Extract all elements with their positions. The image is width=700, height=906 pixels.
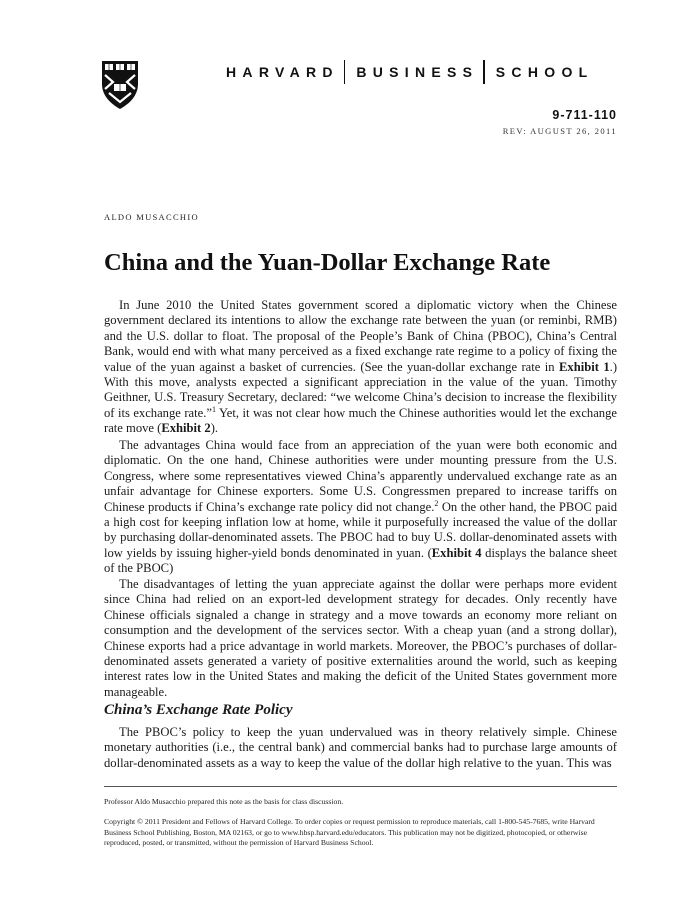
paragraph-text [104, 577, 617, 700]
paragraph-segment: Yet, it was not clear how much the Chinese authorities would let the exchange rate move ( [104, 405, 617, 436]
paragraph-2 [104, 438, 617, 577]
exhibit-reference: Exhibit 2 [161, 421, 211, 436]
school-wordmark [226, 61, 594, 83]
author-name: ALDO MUSACCHIO [104, 212, 199, 222]
harvard-shield-logo-icon [101, 60, 139, 110]
paragraph-segment: The advantages China would face from an appreciation of the yuan were both economic and diplomatic. On the one hand, Chinese authorities were under mounting pressure from the U.S. Congress, where some representatives viewed China’s apparently undervalued exchange rate as an unfair advantage for Chinese exporters. Some U.S. Congressmen prepared to increase tariffs on Chinese products if China’s exchange rate policy did not change. [104, 438, 617, 514]
wordmark-school: SCHOOL [495, 64, 594, 80]
paragraph-text [104, 438, 617, 577]
paragraph-3 [104, 577, 617, 700]
section-heading: China’s Exchange Rate Policy [104, 702, 293, 718]
wordmark-divider [483, 60, 485, 84]
document-title: China and the Yuan-Dollar Exchange Rate [104, 249, 551, 276]
paragraph-segment: The PBOC’s policy to keep the yuan undervalued was in theory relatively simple. Chinese monetary authorities (i.e., the central bank) and commercial banks had to purchase large amounts of dollar-denominated assets as a way to keep the value of the dollar high relative to the yuan. This was [104, 725, 617, 770]
paragraph-1 [104, 298, 617, 437]
paragraph-segment: In June 2010 the United States government scored a diplomatic victory when the Chinese government declared its intentions to allow the exchange rate between the yuan (or reminbi, RMB) and the U.S. dollar to float. The proposal of the People’s Bank of China (PBOC), China’s Central Bank, would end with what many perceived as a fixed exchange rate regime to a policy of fixing the value of the yuan against a basket of currencies. (See the yuan-dollar exchange rate in [104, 298, 617, 374]
exhibit-reference: Exhibit 1 [559, 359, 610, 374]
wordmark-harvard: HARVARD [226, 64, 339, 80]
footer-divider [104, 786, 617, 787]
wordmark-divider [344, 60, 346, 84]
footer-author-note: Professor Aldo Musacchio prepared this note as the basis for class discussion. [104, 797, 344, 806]
footnote-marker: 1 [211, 404, 216, 414]
wordmark-business: BUSINESS [356, 64, 479, 80]
paragraph-4 [104, 725, 617, 771]
paragraph-segment: On the other hand, the PBOC paid a high cost for keeping inflation low at home, while it purposefully increased the value of the dollar by purchasing dollar-denominated assets. The PBOC had to buy U.S. dollar-denominated assets with low yields by issuing higher-yield bonds denominated in yuan. ( [104, 499, 617, 560]
footnote-marker: 2 [434, 498, 439, 508]
paragraph-segment: .) With this move, analysts expected a significant appreciation in the value of the yuan. Timothy Geithner, U.S. Treasury Secretary, declared: “we welcome China’s decision to increase the flexibility of its exchange rate.” [104, 359, 618, 420]
paragraph-text [104, 298, 617, 437]
paragraph-segment: The disadvantages of letting the yuan appreciate against the dollar were perhaps more evident since China had relied on an export-led development strategy for decades. Only recently have Chinese officials signaled a change in strategy and a move towards an economy more reliant on consumption and the development of the services sector. With a cheap yuan (and a strong dollar), Chinese exports had a price advantage in world markets. Moreover, the PBOC’s purchases of dollar-denominated assets generated a variety of positive externalities around the world, such as keeping interest rates low in the United States and making the deficit of the United States government more manageable. [104, 577, 617, 699]
footer-copyright: Copyright © 2011 President and Fellows of Harvard College. To order copies or request permission to reproduce materials, call 1-800-545-7685, write Harvard Business School Publishing, Boston, MA 02163, or go to www.hbsp.harvard.edu/educators. This publication may not be digitized, photocopied, or otherwise reproduced, posted, or transmitted, without the permission of Harvard Business School. [104, 817, 595, 848]
document-number: 9-711-110 [552, 108, 617, 122]
paragraph-text [104, 725, 617, 771]
paragraph-segment: displays the balance sheet of the PBOC) [104, 545, 617, 576]
exhibit-reference: Exhibit 4 [431, 545, 482, 560]
paragraph-segment: ). [210, 421, 219, 436]
revision-date: REV: AUGUST 26, 2011 [502, 126, 617, 136]
